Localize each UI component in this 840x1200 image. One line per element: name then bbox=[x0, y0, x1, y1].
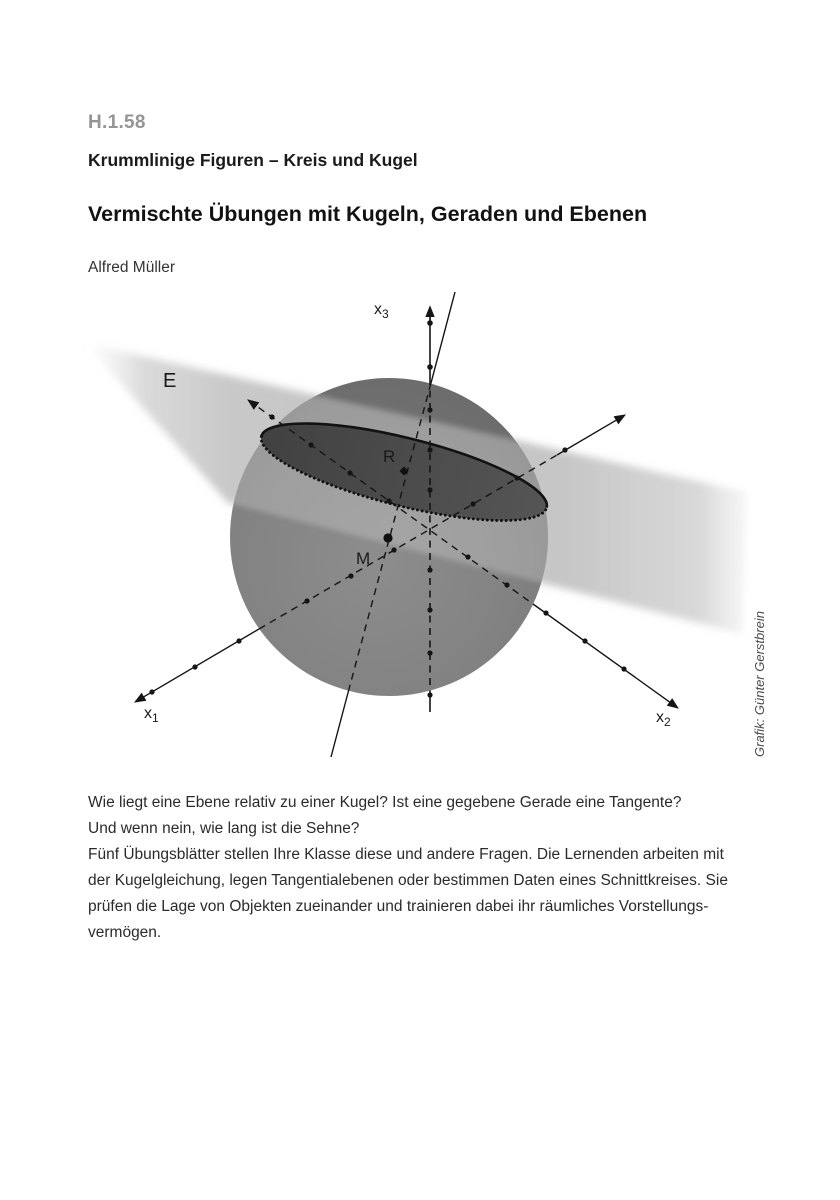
intro-line: vermögen. bbox=[88, 924, 162, 941]
figure-credit: Grafik: Günter Gerstbrein bbox=[752, 611, 767, 757]
page-subtitle: Krummlinige Figuren – Kreis und Kugel bbox=[88, 150, 418, 170]
page-title: Vermischte Übungen mit Kugeln, Geraden und Ebenen bbox=[88, 202, 648, 226]
plane-label: E bbox=[163, 370, 177, 392]
page-code: H.1.58 bbox=[88, 112, 146, 133]
point-m bbox=[383, 533, 392, 542]
intro-line: Fünf Übungsblätter stellen Ihre Klasse diese und andere Fragen. Die Lernenden arbeiten mit bbox=[88, 846, 724, 863]
axis-x2-label: $x_2$ bbox=[656, 709, 671, 729]
intro-line: Und wenn nein, wie lang ist die Sehne? bbox=[88, 820, 360, 837]
geometry-figure bbox=[80, 292, 780, 767]
intro-paragraph bbox=[88, 790, 768, 946]
axis-x1-label: $x_1$ bbox=[144, 705, 159, 725]
intro-line: der Kugelgleichung, legen Tangentialebenen oder bestimmen Daten eines Schnittkreises. Sie bbox=[88, 872, 728, 889]
point-m-label: M bbox=[356, 549, 371, 568]
point-r-label: R bbox=[383, 447, 396, 466]
intro-line: Wie liegt eine Ebene relativ zu einer Kugel? Ist eine gegebene Gerade eine Tangente? bbox=[88, 794, 682, 811]
axis-x3-label: $x_3$ bbox=[374, 301, 389, 321]
intro-line: prüfen die Lage von Objekten zueinander und trainieren dabei ihr räumliches Vorstellungs- bbox=[88, 898, 709, 915]
author-name: Alfred Müller bbox=[88, 259, 175, 276]
